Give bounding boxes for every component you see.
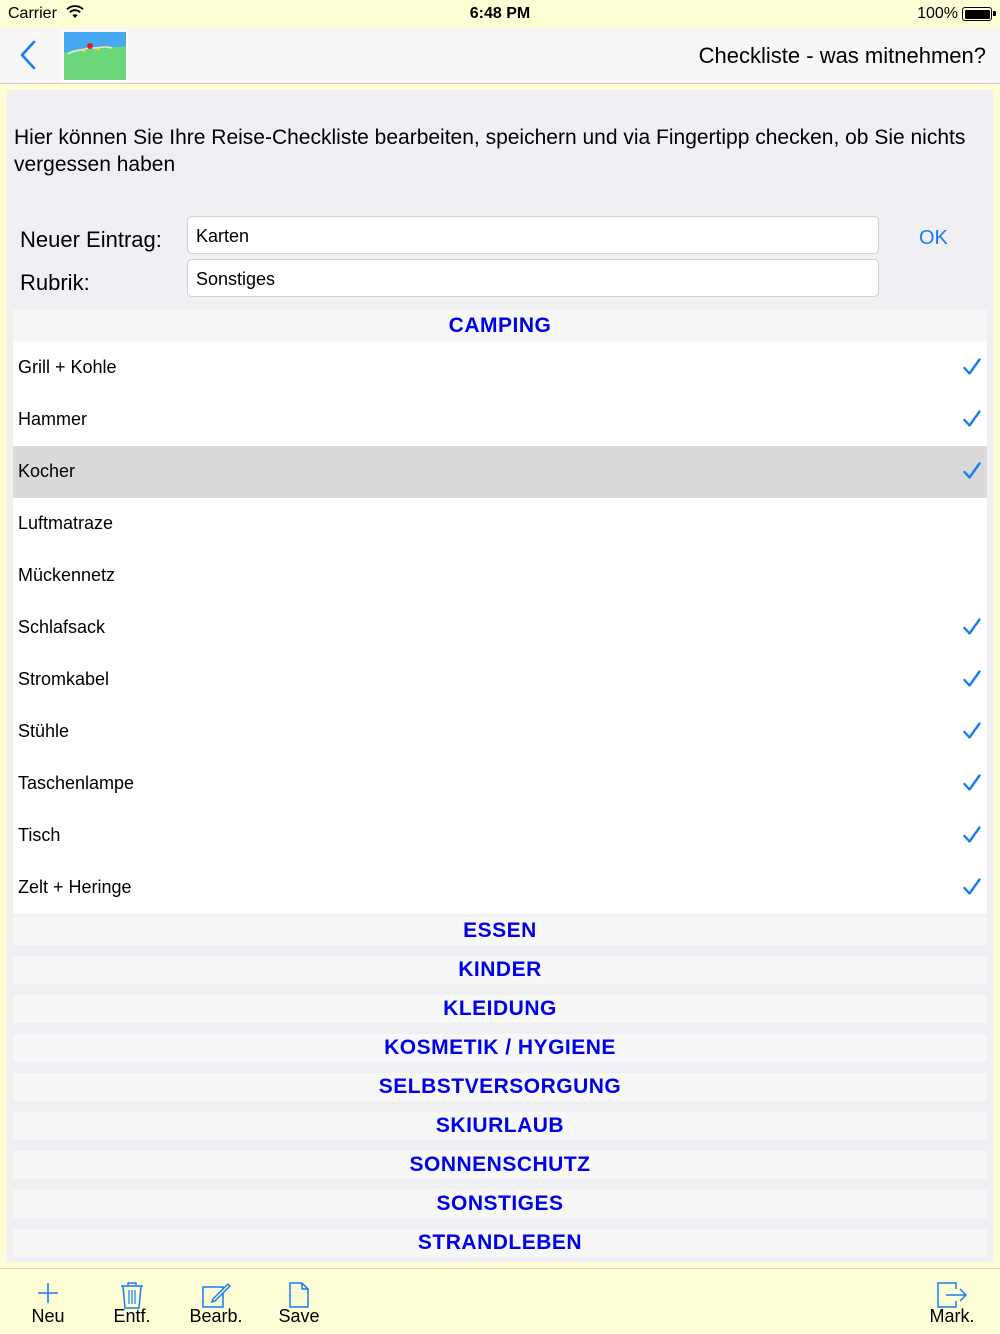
list-item-label: Luftmatraze [18, 513, 114, 533]
list-item-label: Zelt + Heringe [18, 877, 132, 897]
list-item[interactable] [13, 602, 987, 654]
section-header[interactable]: SONNENSCHUTZ [13, 1151, 987, 1179]
trash-icon [119, 1281, 145, 1309]
plus-icon [36, 1281, 60, 1305]
clock: 6:48 PM [469, 5, 531, 22]
export-icon [936, 1281, 968, 1309]
checkmark-icon [963, 878, 981, 896]
list-item-label: Kocher [18, 461, 76, 481]
category-label: Rubrik: [20, 270, 90, 295]
list-item-label: Schlafsack [18, 617, 106, 637]
list-item-label: Hammer [18, 409, 88, 429]
entry-input[interactable]: Karten [187, 216, 879, 254]
ok-button[interactable]: OK [919, 227, 948, 249]
document-icon [288, 1281, 310, 1309]
list-item[interactable] [13, 654, 987, 706]
section-header[interactable]: SKIURLAUB [13, 1112, 987, 1140]
bottom-toolbar [0, 1268, 1000, 1334]
section-header[interactable]: SELBSTVERSORGUNG [13, 1073, 987, 1101]
section-header[interactable]: STRANDLEBEN [13, 1229, 987, 1257]
checkmark-icon [963, 410, 981, 428]
list-item-label: Tisch [18, 825, 61, 845]
map-thumbnail-icon[interactable] [62, 30, 128, 82]
edit-label: Bearb. [189, 1306, 243, 1326]
list-item[interactable] [13, 550, 987, 602]
battery-percent: 100% [917, 5, 958, 22]
checkmark-icon [963, 826, 981, 844]
list-item-label: Grill + Kohle [18, 357, 117, 377]
list-item[interactable] [13, 446, 987, 498]
list-item[interactable] [13, 810, 987, 862]
new-label: Neu [31, 1306, 65, 1326]
page-title: Checkliste - was mitnehmen? [698, 43, 986, 68]
list-item-label: Stromkabel [18, 669, 110, 689]
save-button[interactable] [276, 1277, 322, 1329]
delete-button[interactable] [108, 1277, 156, 1329]
list-item[interactable] [13, 758, 987, 810]
checkmark-icon [963, 462, 981, 480]
section-header[interactable]: KINDER [13, 956, 987, 984]
list-item[interactable] [13, 342, 987, 394]
checkmark-icon [963, 618, 981, 636]
mark-label: Mark. [929, 1306, 975, 1326]
battery-icon [962, 7, 992, 21]
list-item[interactable] [13, 394, 987, 446]
new-button[interactable] [26, 1277, 70, 1329]
list-item-label: Stühle [18, 721, 70, 741]
list-item[interactable] [13, 706, 987, 758]
category-input[interactable]: Sonstiges [187, 259, 879, 297]
list-item[interactable] [13, 862, 987, 914]
checkmark-icon [963, 670, 981, 688]
list-item-label: Taschenlampe [18, 773, 135, 793]
checklist-panel [7, 90, 993, 1262]
checkmark-icon [963, 774, 981, 792]
entry-label: Neuer Eintrag: [20, 227, 162, 252]
checkmark-icon [963, 358, 981, 376]
section-header[interactable]: SONSTIGES [13, 1190, 987, 1218]
mark-button[interactable] [926, 1277, 978, 1329]
navigation-bar [0, 28, 1000, 84]
save-label: Save [278, 1306, 320, 1326]
status-bar [0, 0, 1000, 28]
section-header-camping[interactable]: CAMPING [13, 310, 987, 342]
list-item[interactable] [13, 498, 987, 550]
section-header[interactable]: ESSEN [13, 917, 987, 945]
section-header[interactable]: KLEIDUNG [13, 995, 987, 1023]
delete-label: Entf. [113, 1306, 151, 1326]
back-chevron-icon[interactable] [14, 38, 44, 72]
checklist [13, 310, 987, 1262]
edit-icon [201, 1281, 231, 1309]
list-item-label: Mückennetz [18, 565, 116, 585]
intro-text: Hier können Sie Ihre Reise-Checkliste bearbeiten, speichern und via Fingertipp checken, ob Sie nichts vergessen haben [14, 126, 966, 176]
checkmark-icon [963, 722, 981, 740]
section-header[interactable]: KOSMETIK / HYGIENE [13, 1034, 987, 1062]
carrier-label: Carrier [8, 5, 57, 22]
edit-button[interactable] [186, 1277, 246, 1329]
